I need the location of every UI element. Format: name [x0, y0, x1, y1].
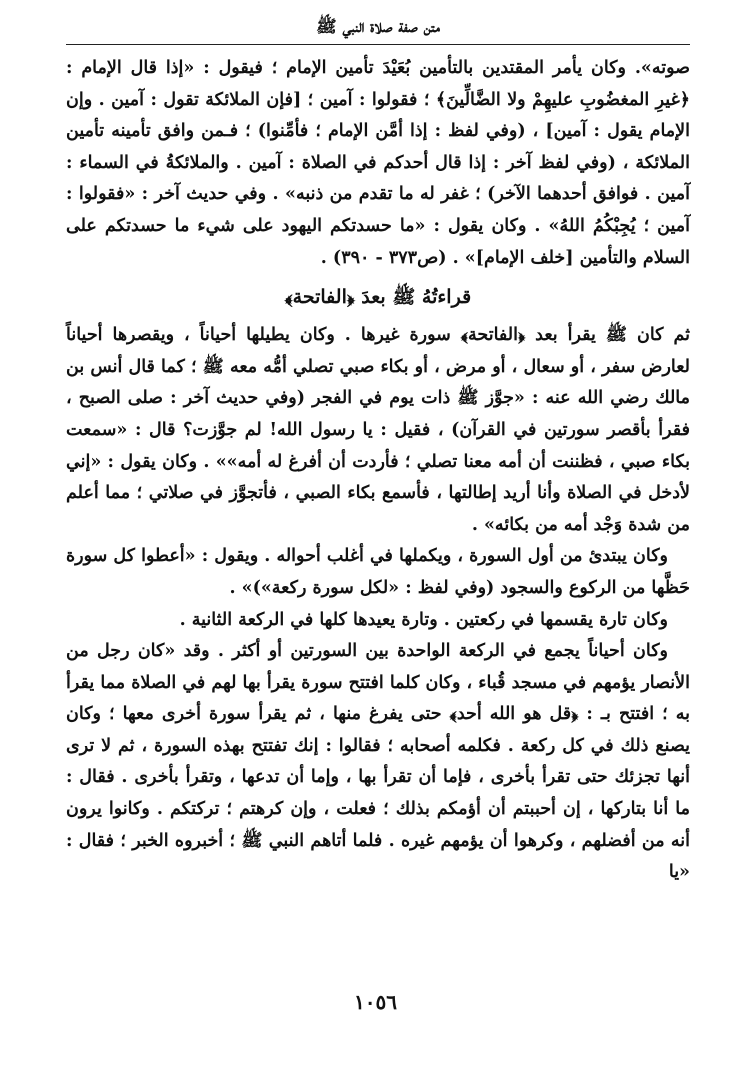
paragraph-qiraa: ثم كان ﷺ يقرأ بعد ﴿الفاتحة﴾ سورة غيرها . وكان يطيلها أحياناً ، ويقصرها أحياناً لعارض سفر ، أو سعال ، أو مرض ، أو بكاء صبي تصلي أمُّه معه ﷺ ؛ كما قال أنس بن مالك رضي الله عنه : «جوَّز ﷺ ذات يوم في الفجر (وفي حديث آخر : صلى الصبح ، فقرأ بأقصر سورتين في القرآن) ، فقيل : يا رسول الله! لم جوَّزت؟ قال : «سمعت بكاء صبي ، فظننت أن أمه معنا تصلي ؛ فأردت أن أفرغ له أمه»» . وكان يقول : «إني لأدخل في الصلاة وأنا أريد إطالتها ، فأسمع بكاء الصبي ، فأتجوَّز في صلاتي ؛ مما أعلم من شدة وَجْد أمه من بكائه» .	[66, 325, 690, 535]
page-number: ١٠٥٦	[354, 990, 397, 1014]
paragraph-whole-surah: وكان يبتدئ من أول السورة ، ويكملها في أغلب أحواله . ويقول : «أعطوا كل سورة حَظَّها من الركوع والسجود (وفي لفظ : «لكل سورة ركعة»)» .	[66, 546, 690, 598]
section-heading: قراءتُهُ ﷺ بعدَ ﴿الفاتحة﴾	[284, 286, 472, 309]
book-page	[66, 14, 690, 1044]
header-divider	[66, 44, 690, 45]
paragraph-combine-surahs: وكان أحياناً يجمع في الركعة الواحدة بين السورتين أو أكثر . وقد «كان رجل من الأنصار يؤمهم في مسجد قُباء ، وكان كلما افتتح سورة يقرأ بها لهم في الصلاة مما يقرأ به ؛ افتتح بـ : ﴿قل هو الله أحد﴾ حتى يفرغ منها ، ثم يقرأ سورة أخرى معها ؛ وكان يصنع ذلك في كل ركعة . فكلمه أصحابه ؛ فقالوا : إنك تفتتح بهذه السورة ، ثم لا ترى أنها تجزئك حتى تقرأ بأخرى ، فإما أن تقرأ بها ، وإما أن تدعها ، وتقرأ بأخرى . فقال : ما أنا بتاركها ، إن أحببتم أن أؤمكم بذلك ؛ فعلت ، وإن كرهتم ؛ تركتكم . وكانوا يرون أنه من أفضلهم ، وكرهوا أن يؤمهم غيره . فلما أتاهم النبي ﷺ ؛ أخبروه الخبر ؛ فقال : «يا	[66, 641, 690, 883]
running-header: متن صفة صلاة النبي ﷺ	[316, 17, 440, 37]
paragraph-divide-surah: وكان تارة يقسمها في ركعتين . وتارة يعيدها كلها في الركعة الثانية .	[179, 609, 668, 630]
paragraph-tamin: صوته». وكان يأمر المقتدين بالتأمين بُعَيْدَ تأمين الإمام ؛ فيقول : «إذا قال الإمام : ﴿غيرِ المغضُوبِ عليهِمْ ولا الضَّالِّينَ﴾ ؛ فقولوا : آمين ؛ [فإن الملائكة تقول : آمين . وإن الإمام يقول : آمين] ، (وفي لفظ : إذا أمَّن الإمام ؛ فأمِّنوا) ؛ فـمن وافق تأمينه تأمين الملائكة ، (وفي لفظ آخر : إذا قال أحدكم في الصلاة : آمين . والملائكةُ في السماء : آمين . فوافق أحدهما الآخر) ؛ غفر له ما تقدم من ذنبه» . وفي حديث آخر : «فقولوا : آمين ؛ يُجِبْكُمُ اللهُ» . وكان يقول : «ما حسدتكم اليهود على شيء ما حسدتكم على السلام والتأمين [خلف الإمام]» . (ص٣٧٣ - ٣٩٠) .	[66, 58, 690, 268]
